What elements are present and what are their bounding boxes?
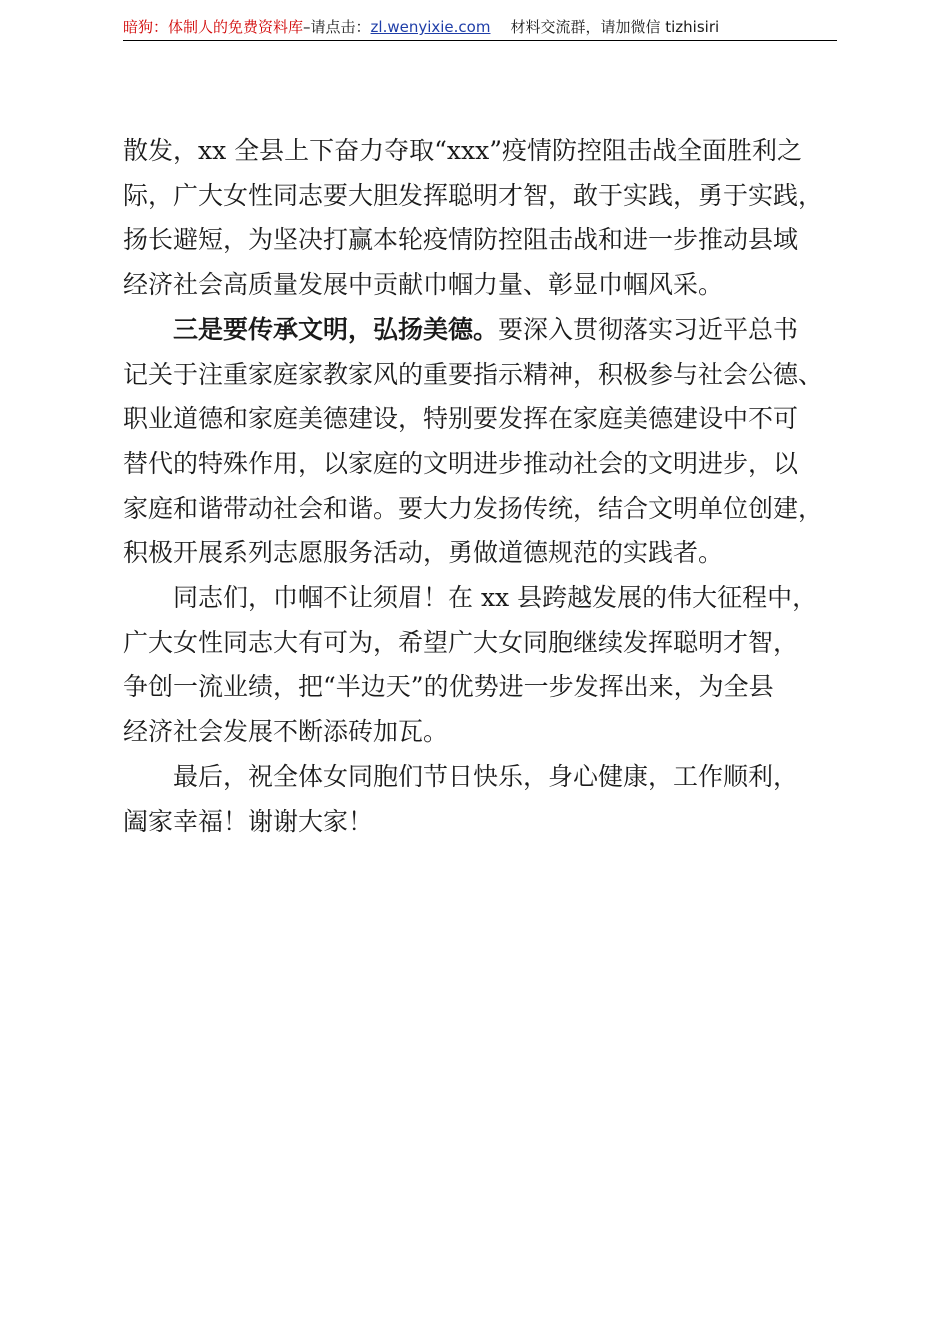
text-line: 最后，祝全体女同胞们节日快乐，身心健康，工作顺利， [173, 761, 799, 791]
paragraph-3 [123, 576, 841, 755]
header-prompt: –请点击： [303, 18, 371, 36]
text-line: 广大女性同志大有可为，希望广大女同胞继续发挥聪明才智， [123, 627, 799, 657]
paragraph-1 [123, 129, 841, 308]
text-line: 积极开展系列志愿服务活动，勇做道德规范的实践者。 [123, 538, 724, 568]
text-line: 替代的特殊作用，以家庭的文明进步推动社会的文明进步，以 [123, 448, 799, 478]
text-line: 争创一流业绩，把“半边天”的优势进一步发挥出来，为全县 [123, 672, 774, 702]
text-line: 同志们，巾帼不让须眉！在 xx 县跨越发展的伟大征程中， [173, 583, 818, 613]
text-line: 家庭和谐带动社会和谐。要大力发扬传统，结合文明单位创建， [123, 493, 824, 523]
text-line: 经济社会高质量发展中贡献巾帼力量、彰显巾帼风采。 [123, 270, 724, 300]
site-name: 暗狗：体制人的免费资料库 [123, 18, 304, 36]
section-heading: 三是要传承文明，弘扬美德。 [173, 314, 499, 344]
header-contact: 材料交流群，请加微信 tizhisiri [510, 18, 720, 36]
text-line: 际，广大女性同志要大胆发挥聪明才智，敢于实践，勇于实践， [123, 180, 824, 210]
text-run: 要深入贯彻落实习近平总书 [498, 314, 799, 344]
page-header [123, 14, 837, 41]
text-line: 散发，xx 全县上下奋力夺取“xxx”疫情防控阻击战全面胜利之 [123, 136, 803, 165]
text-line: 记关于注重家庭家教家风的重要指示精神，积极参与社会公德、 [123, 359, 824, 389]
paragraph-4 [123, 755, 841, 844]
text-line: 扬长避短，为坚决打赢本轮疫情防控阻击战和进一步推动县域 [123, 225, 799, 255]
document-body [123, 129, 841, 844]
text-line: 经济社会发展不断添砖加瓦。 [123, 717, 449, 747]
site-link[interactable]: zl.wenyixie.com [370, 18, 491, 36]
paragraph-2 [123, 308, 841, 576]
text-line: 职业道德和家庭美德建设，特别要发挥在家庭美德建设中不可 [123, 404, 799, 434]
text-line: 阖家幸福！谢谢大家！ [123, 806, 374, 836]
text-line [123, 308, 841, 353]
